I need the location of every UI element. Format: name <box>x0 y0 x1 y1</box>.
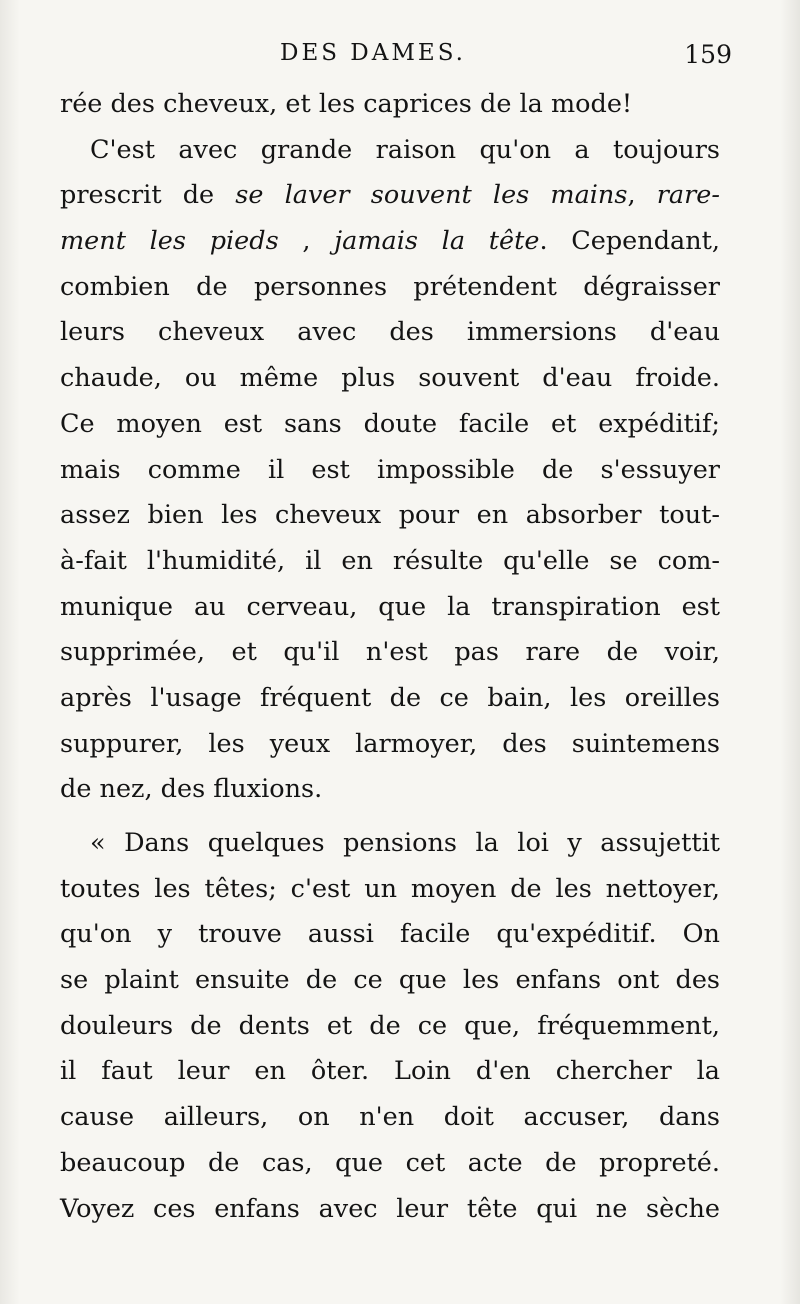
text-run: prescrit de <box>60 180 236 211</box>
text-line: après l'usage fréquent de ce bain, les oreilles <box>60 682 720 713</box>
text-run: . Cependant, <box>539 226 720 257</box>
italic-run: rare- <box>656 180 720 211</box>
text-line: douleurs de dents et de ce que, fréquemment, <box>60 1010 720 1041</box>
text-line: combien de personnes prétendent dégraisser <box>60 271 720 302</box>
text-line: beaucoup de cas, que cet acte de propreté. <box>60 1147 720 1178</box>
text-line: à-fait l'humidité, il en résulte qu'elle se com- <box>60 545 720 576</box>
body-text <box>60 82 720 1232</box>
text-line: toutes les têtes; c'est un moyen de les nettoyer, <box>60 873 720 904</box>
italic-run: jamais la tête <box>334 226 540 257</box>
running-head: DES DAMES. <box>280 40 466 66</box>
text-line: leurs cheveux avec des immersions d'eau <box>60 317 720 348</box>
page-header <box>60 38 732 78</box>
text-line: qu'on y trouve aussi facile qu'expéditif. On <box>60 919 720 950</box>
text-line: se plaint ensuite de ce que les enfans ont des <box>60 965 720 996</box>
text-line: chaude, ou même plus souvent d'eau froide. <box>60 363 720 394</box>
paragraph-gap <box>60 813 720 821</box>
text-line: mais comme il est impossible de s'essuyer <box>60 454 720 485</box>
italic-run: ment les pieds <box>60 226 279 257</box>
text-line <box>60 173 720 219</box>
text-run: , <box>278 226 335 257</box>
text-line: de nez, des fluxions. <box>60 774 323 805</box>
text-line: suppurer, les yeux larmoyer, des suintemens <box>60 728 720 759</box>
text-line: assez bien les cheveux pour en absorber tout- <box>60 500 720 531</box>
text-line: « Dans quelques pensions la loi y assujettit <box>90 828 720 858</box>
text-line: supprimée, et qu'il n'est pas rare de voir, <box>60 637 720 668</box>
text-line: Voyez ces enfans avec leur tête qui ne sèche <box>60 1193 720 1224</box>
text-line: il faut leur en ôter. Loin d'en chercher la <box>60 1056 720 1087</box>
text-line: munique au cerveau, que la transpiration est <box>60 591 720 622</box>
text-run: , <box>627 180 657 211</box>
page-number: 159 <box>684 40 732 69</box>
text-line <box>60 219 720 265</box>
text-line: C'est avec grande raison qu'on a toujours <box>90 134 720 165</box>
text-line: cause ailleurs, on n'en doit accuser, dans <box>60 1102 720 1133</box>
text-line: Ce moyen est sans doute facile et expéditif; <box>60 408 720 439</box>
text-line: rée des cheveux, et les caprices de la mode! <box>60 89 633 119</box>
italic-run: se laver souvent les mains <box>235 180 628 211</box>
